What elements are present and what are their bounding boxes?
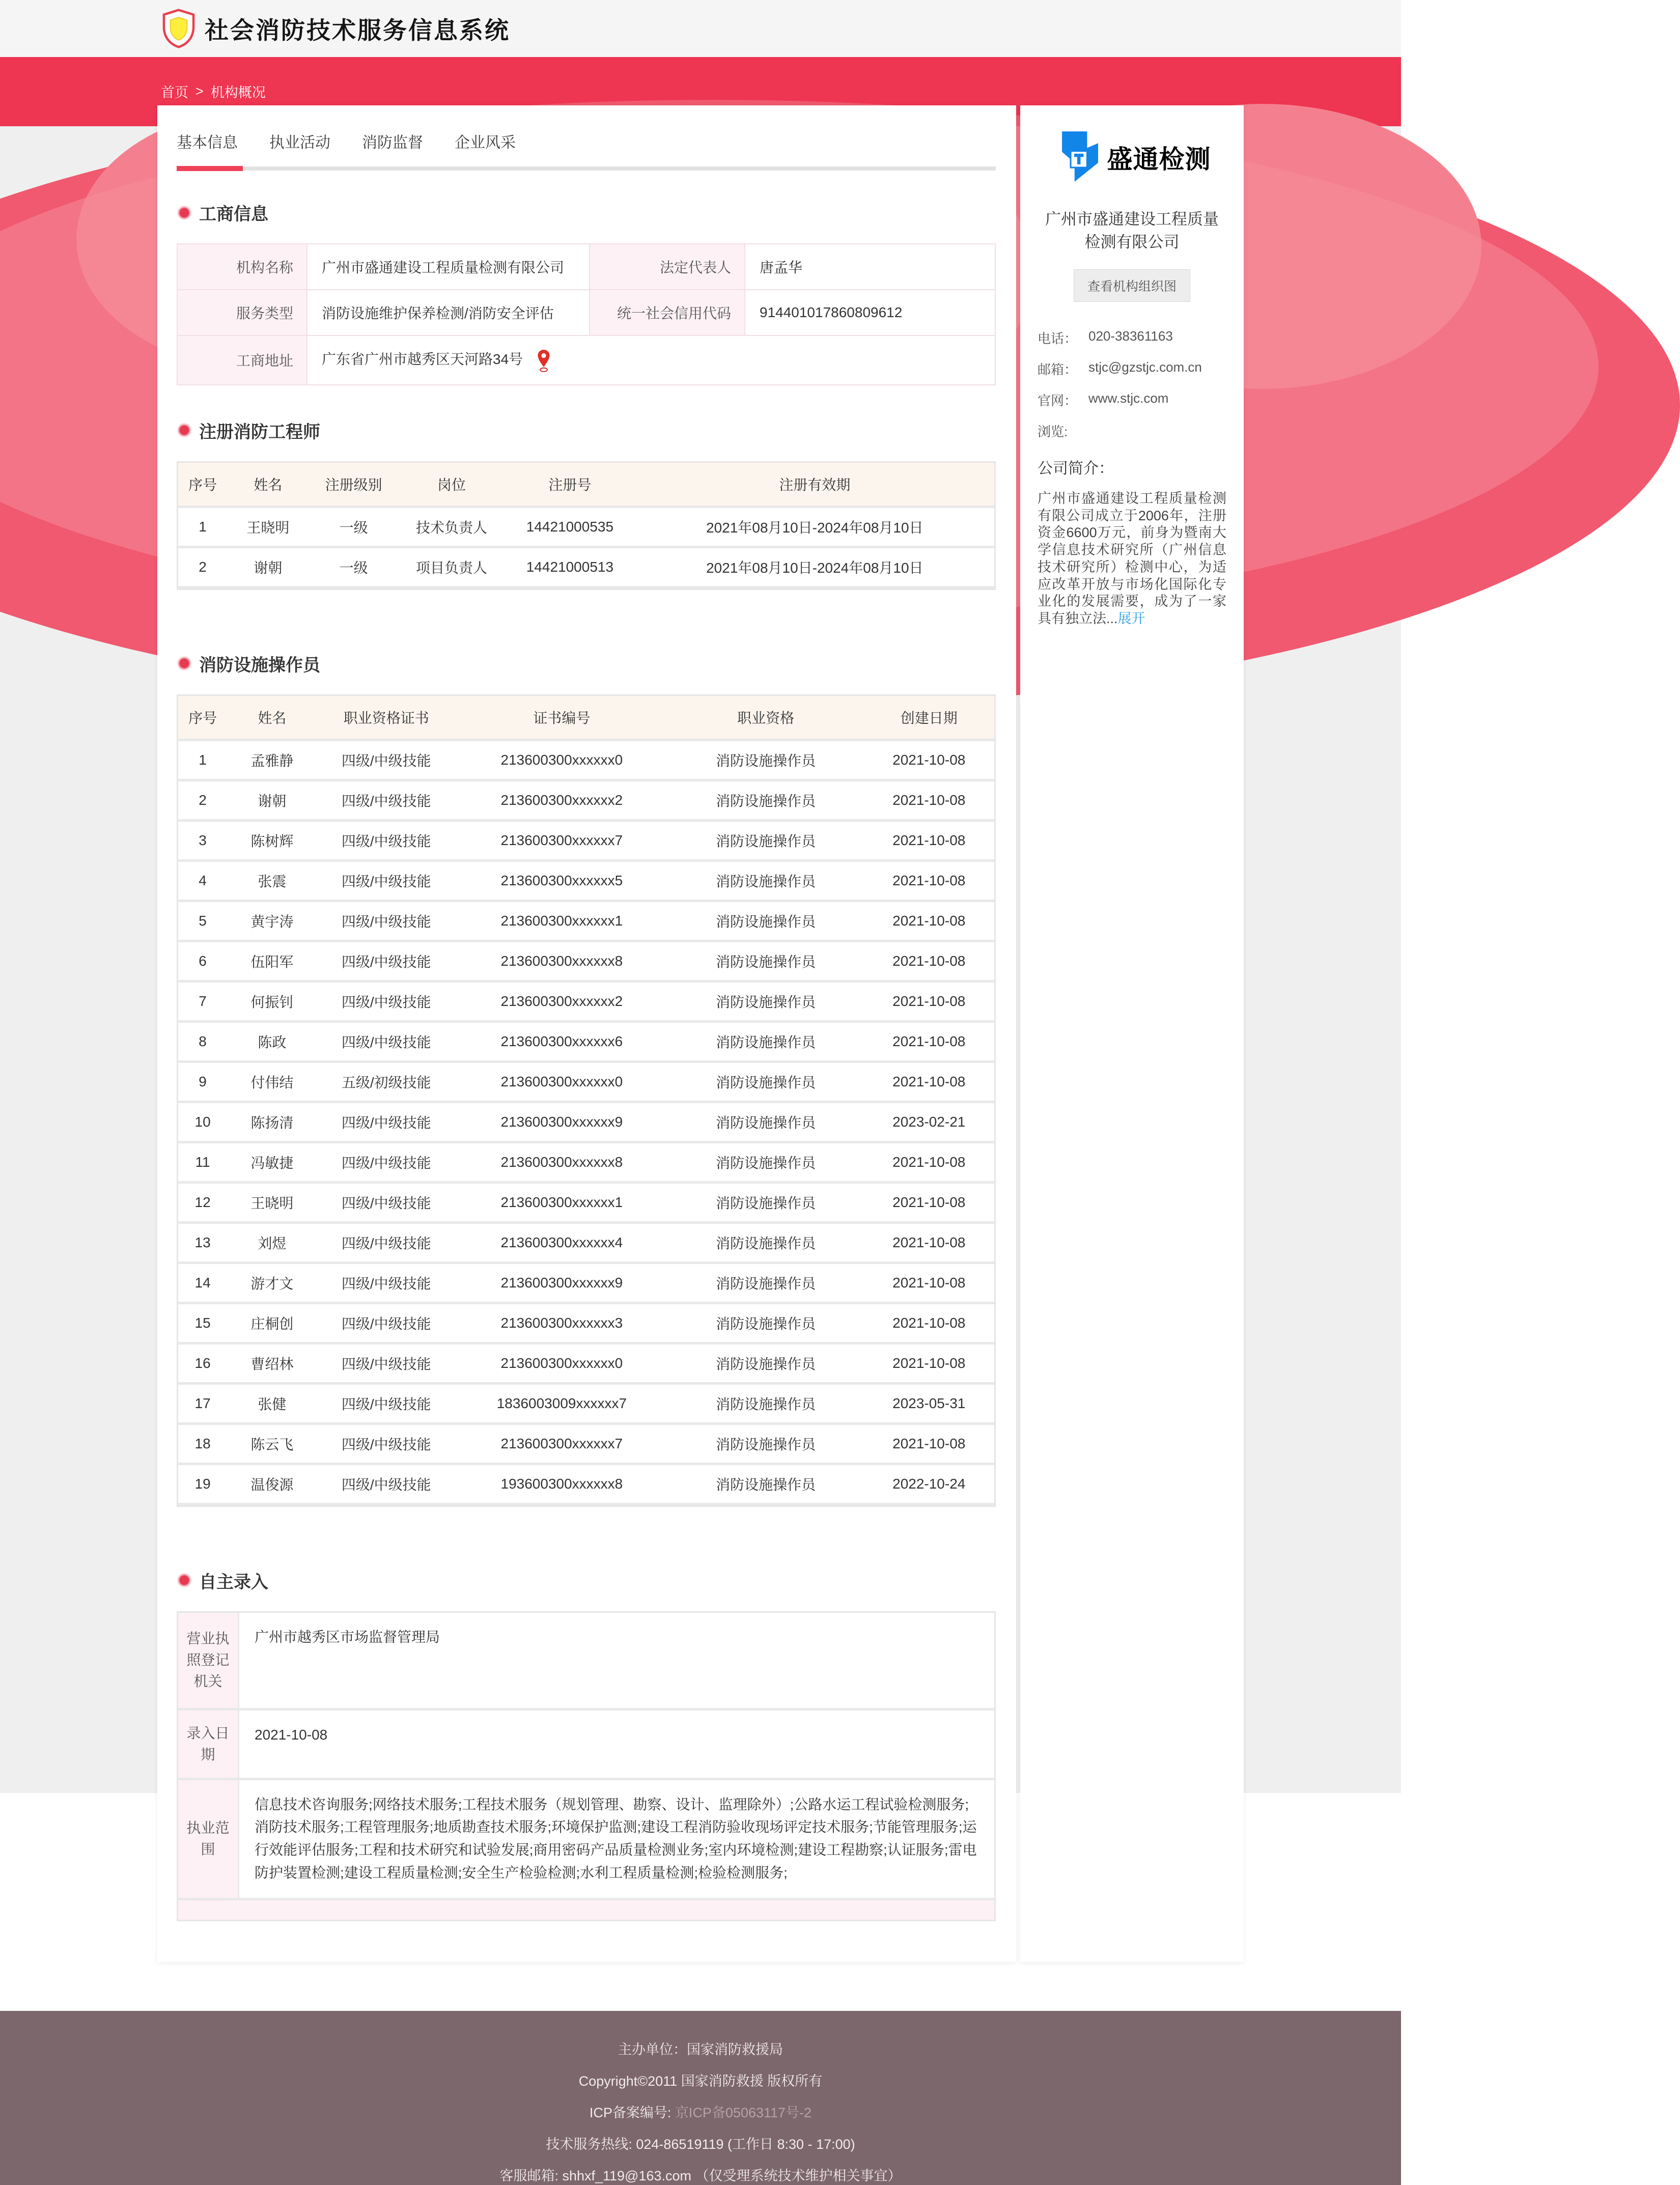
cell-level: 一级 [309,508,398,548]
cell-qualification: 消防设施操作员 [668,1304,864,1344]
cell-no: 17 [178,1385,227,1425]
company-logo-icon [1053,130,1105,185]
company-intro-title: 公司简介： [1038,460,1114,477]
cell-cert-no: 193600300xxxxxx8 [456,1465,668,1505]
cell-level: 一级 [309,548,398,589]
operator-row [178,1063,994,1103]
cell-cert-level: 四级/中级技能 [317,983,456,1023]
column-header: 创建日期 [863,696,994,741]
cell-create-date: 2021-10-08 [863,862,994,902]
cell-cert-level: 四级/中级技能 [317,902,456,942]
cell-no: 18 [178,1425,227,1465]
cell-name: 谢朝 [227,781,317,822]
cell-no: 4 [178,862,227,902]
cell-cert-level: 四级/中级技能 [317,1143,456,1184]
tab-company-gallery[interactable]: 企业风采 [455,134,516,151]
section-dot-icon [177,656,192,671]
operator-row [178,1465,994,1505]
footer-icp-line [0,2102,1401,2121]
contact-label: 电话： [1038,330,1078,346]
operator-row [178,1264,994,1304]
footer-hotline: 技术服务热线: 024-86519119 (工作日 8:30 - 17:00) [546,2136,855,2152]
cell-no: 3 [178,822,227,862]
table-header-row [178,463,994,508]
cell-qualification: 消防设施操作员 [668,1184,864,1224]
cell-cert-no: 213600300xxxxxx7 [456,1425,668,1465]
cell-cert-level: 四级/中级技能 [317,1264,456,1304]
tab-basic-info[interactable]: 基本信息 [177,134,238,151]
field-label: 执业范围 [178,1780,239,1900]
cell-name: 王晓明 [227,508,309,548]
field-value [307,335,995,385]
field-value: 信息技术咨询服务;网络技术服务;工程技术服务（规划管理、勘察、设计、监理除外）;公路水运工程试验检测服务;消防技术服务;工程管理服务;地质勘查技术服务;环境保护监测;建设工程消防验收现场评定技术服务;节能管理服务;运行效能评估服务;工程和技术研究和试验发展;商用密码产品质量检测业务;室内环境检测;建设工程勘察;认证服务;雷电防护装置检测;建设工程质量检测;安全生产检验检测;水利工程质量检测;检验检测服务; [239,1780,994,1900]
table-row [178,1613,994,1711]
cell-qualification: 消防设施操作员 [668,1143,864,1184]
field-label: 统一社会信用代码 [590,290,745,335]
site-footer [0,2011,1401,2185]
section-title-text: 工商信息 [199,205,268,224]
contact-label: 官网： [1038,393,1078,408]
cell-cert-no: 213600300xxxxxx6 [456,1023,668,1063]
cell-qualification: 消防设施操作员 [668,862,864,902]
cell-qualification: 消防设施操作员 [668,902,864,942]
section-dot-icon [177,423,192,438]
contact-label: 邮箱： [1038,361,1078,377]
field-label: 录入日期 [178,1711,239,1780]
cell-cert-level: 四级/中级技能 [317,1304,456,1344]
cell-no: 7 [178,983,227,1023]
breadcrumb-current: 机构概况 [210,85,266,100]
sidebar [1020,105,1244,1962]
cell-cert-no: 213600300xxxxxx0 [456,1344,668,1385]
cell-no: 10 [178,1103,227,1143]
cell-no: 11 [178,1143,227,1184]
operators-table [177,694,996,1507]
cell-cert-no: 1836003009xxxxxx7 [456,1385,668,1425]
operator-row [178,822,994,862]
field-value: 消防设施维护保养检测/消防安全评估 [307,290,590,335]
footer-service-email: 客服邮箱: shhxf_119@163.com （仅受理系统技术维护相关事宜） [499,2168,902,2183]
cell-qualification: 消防设施操作员 [668,1224,864,1264]
tab-underline [177,166,996,171]
column-header: 序号 [178,696,227,741]
cell-cert-no: 213600300xxxxxx1 [456,1184,668,1224]
cell-create-date: 2021-10-08 [863,1184,994,1224]
column-header: 证书编号 [456,696,668,741]
cell-create-date: 2021-10-08 [863,1023,994,1063]
operator-row [178,902,994,942]
operator-row [178,1184,994,1224]
operator-row [178,1385,994,1425]
cell-qualification: 消防设施操作员 [668,1465,864,1505]
cell-create-date: 2021-10-08 [863,942,994,983]
company-logo-text: 盛通检测 [1107,145,1211,174]
cell-no: 2 [178,781,227,822]
tab-bar [177,126,996,166]
cell-qualification: 消防设施操作员 [668,1023,864,1063]
contact-views [1038,422,1226,440]
tab-practice-activity[interactable]: 执业活动 [269,134,330,151]
cell-qualification: 消防设施操作员 [668,1425,864,1465]
cell-create-date: 2021-10-08 [863,1143,994,1184]
location-pin-icon[interactable] [535,349,552,372]
section-title-business [177,200,996,225]
cell-create-date: 2021-10-08 [863,902,994,942]
cell-cert-level: 四级/中级技能 [317,1184,456,1224]
cell-name: 刘煜 [227,1224,317,1264]
cell-qualification: 消防设施操作员 [668,822,864,862]
operator-row [178,741,994,781]
contact-list [1038,328,1226,440]
cell-cert-level: 四级/中级技能 [317,1224,456,1264]
section-title-self-entry [177,1568,996,1593]
column-header: 序号 [178,463,227,508]
operator-row [178,1103,994,1143]
operator-row [178,1143,994,1184]
cell-name: 黄宇涛 [227,902,317,942]
column-header: 注册级别 [309,463,398,508]
cell-cert-level: 五级/初级技能 [317,1063,456,1103]
cell-cert-level: 四级/中级技能 [317,822,456,862]
field-value: 唐孟华 [745,244,995,290]
content-area [157,105,1244,1962]
cell-create-date: 2021-10-08 [863,1425,994,1465]
cell-no: 1 [178,741,227,781]
cell-cert-no: 213600300xxxxxx4 [456,1224,668,1264]
cell-cert-level: 四级/中级技能 [317,942,456,983]
cell-qualification: 消防设施操作员 [668,1103,864,1143]
engineer-row [178,508,994,548]
field-value: 广州市越秀区市场监督管理局 [239,1613,994,1711]
cell-name: 温俊源 [227,1465,317,1505]
site-header [0,0,1401,57]
cell-qualification: 消防设施操作员 [668,741,864,781]
table-row [178,1711,994,1780]
cell-name: 王晓明 [227,1184,317,1224]
column-header: 职业资格 [668,696,864,741]
section-title-engineers [177,418,996,443]
section-title-text: 消防设施操作员 [199,655,320,675]
table-row [178,1900,994,1920]
operator-row [178,1304,994,1344]
operator-row [178,781,994,822]
cell-cert-level: 四级/中级技能 [317,781,456,822]
cell-no: 13 [178,1224,227,1264]
breadcrumb [161,81,266,101]
section-dot-icon [177,205,192,220]
table-row [177,244,995,290]
contact-website [1038,390,1226,409]
cell-cert-level: 四级/中级技能 [317,1344,456,1385]
operator-row [178,983,994,1023]
breadcrumb-separator: > [195,83,204,99]
column-header: 职业资格证书 [317,696,456,741]
intro-text-body: 广州市盛通建设工程质量检测有限公司成立于2006年，注册资金6600万元，前身为暨南大学信息技术研究所（广州信息技术研究所）检测中心，为适应改革开放与市场化国际化专业化的发展需要，成为了一家具有独立法... [1038,490,1226,627]
cell-name: 冯敏捷 [227,1143,317,1184]
operator-row [178,1224,994,1264]
cell-name: 何振钊 [227,983,317,1023]
table-row [178,1780,994,1900]
cell-no: 2 [178,548,227,589]
cell-name: 付伟结 [227,1063,317,1103]
cell-no: 16 [178,1344,227,1385]
cell-cert-level: 四级/中级技能 [317,862,456,902]
cell-cert-no: 213600300xxxxxx0 [456,741,668,781]
field-value: 914401017860809612 [745,290,995,335]
cell-name: 谢朝 [227,548,309,589]
contact-email [1038,359,1226,378]
cell-cert-level: 四级/中级技能 [317,1465,456,1505]
operator-row [178,862,994,902]
cell-cert-level: 四级/中级技能 [317,1103,456,1143]
cell-name: 陈政 [227,1023,317,1063]
breadcrumb-home-link[interactable]: 首页 [161,85,188,100]
column-header: 注册有效期 [635,463,994,508]
app-shield-icon [160,8,198,49]
cell-cert-level: 四级/中级技能 [317,1023,456,1063]
section-title-text: 自主录入 [199,1572,268,1592]
table-row [177,290,995,335]
company-intro-text [1038,490,1226,628]
tab-fire-supervision[interactable]: 消防监督 [362,134,423,151]
active-tab-indicator [177,166,243,171]
column-header: 姓名 [227,696,317,741]
field-label: 机构名称 [177,244,307,290]
contact-value: www.stjc.com [1088,390,1169,406]
engineer-row [178,548,994,589]
cell-no: 19 [178,1465,227,1505]
cell-cert-no: 213600300xxxxxx9 [456,1264,668,1304]
section-title-operators [177,651,996,676]
engineers-table [177,461,996,590]
cell-no: 12 [178,1184,227,1224]
contact-phone [1038,328,1226,347]
self-entry-table [177,1611,996,1921]
operator-row [178,1023,994,1063]
field-value: 2021-10-08 [239,1711,994,1780]
footer-sponsor: 主办单位：国家消防救援局 [618,2041,783,2057]
cell-cert-no: 213600300xxxxxx8 [456,942,668,983]
operator-row [178,1344,994,1385]
empty-row [178,1900,994,1920]
column-header: 注册号 [505,463,635,508]
cell-qualification: 消防设施操作员 [668,983,864,1023]
cell-qualification: 消防设施操作员 [668,781,864,822]
cell-create-date: 2021-10-08 [863,1264,994,1304]
operator-row [178,942,994,983]
cell-name: 游才文 [227,1264,317,1304]
field-label: 法定代表人 [590,244,745,290]
column-header: 姓名 [227,463,309,508]
footer-icp-link[interactable]: 京ICP备05063117号-2 [675,2105,812,2120]
cell-no: 5 [178,902,227,942]
cell-reg-no: 14421000535 [505,508,635,548]
cell-qualification: 消防设施操作员 [668,942,864,983]
cell-valid-period: 2021年08月10日-2024年08月10日 [635,548,994,589]
company-name: 广州市盛通建设工程质量检测有限公司 [1045,210,1219,251]
cell-no: 8 [178,1023,227,1063]
cell-qualification: 消防设施操作员 [668,1385,864,1425]
table-header-row [178,696,994,741]
cell-name: 张健 [227,1385,317,1425]
section-title-text: 注册消防工程师 [199,422,320,442]
field-label: 营业执照登记机关 [178,1613,239,1711]
cell-no: 1 [178,508,227,548]
view-org-chart-button[interactable]: 查看机构组织图 [1074,269,1190,302]
address-text: 广东省广州市越秀区天河路34号 [322,351,523,367]
cell-cert-no: 213600300xxxxxx2 [456,983,668,1023]
cell-create-date: 2022-10-24 [863,1465,994,1505]
operator-row [178,1425,994,1465]
cell-create-date: 2021-10-08 [863,1304,994,1344]
cell-cert-no: 213600300xxxxxx9 [456,1103,668,1143]
cell-no: 14 [178,1264,227,1304]
cell-cert-no: 213600300xxxxxx7 [456,822,668,862]
cell-reg-no: 14421000513 [505,548,635,589]
cell-post: 项目负责人 [399,548,505,589]
cell-create-date: 2021-10-08 [863,822,994,862]
cell-name: 孟雅静 [227,741,317,781]
field-value: 广州市盛通建设工程质量检测有限公司 [307,244,590,290]
cell-cert-level: 四级/中级技能 [317,741,456,781]
field-label: 工商地址 [177,335,307,385]
cell-qualification: 消防设施操作员 [668,1344,864,1385]
cell-cert-no: 213600300xxxxxx8 [456,1143,668,1184]
cell-name: 陈扬清 [227,1103,317,1143]
cell-create-date: 2021-10-08 [863,1344,994,1385]
company-logo [1038,130,1226,185]
cell-cert-level: 四级/中级技能 [317,1385,456,1425]
cell-valid-period: 2021年08月10日-2024年08月10日 [635,508,994,548]
cell-name: 曹绍林 [227,1344,317,1385]
cell-create-date: 2021-10-08 [863,983,994,1023]
cell-cert-level: 四级/中级技能 [317,1425,456,1465]
cell-cert-no: 213600300xxxxxx1 [456,902,668,942]
cell-no: 15 [178,1304,227,1344]
footer-copyright: Copyright©2011 国家消防救援 版权所有 [578,2073,823,2089]
cell-name: 陈树辉 [227,822,317,862]
field-label: 服务类型 [177,290,307,335]
cell-qualification: 消防设施操作员 [668,1264,864,1304]
section-dot-icon [177,1573,192,1588]
cell-name: 张震 [227,862,317,902]
cell-name: 陈云飞 [227,1425,317,1465]
contact-label: 浏览: [1038,424,1068,439]
cell-cert-no: 213600300xxxxxx3 [456,1304,668,1344]
cell-cert-no: 213600300xxxxxx2 [456,781,668,822]
business-info-table [177,243,996,385]
contact-value: stjc@gzstjc.com.cn [1088,359,1202,375]
cell-name: 伍阳军 [227,942,317,983]
cell-qualification: 消防设施操作员 [668,1063,864,1103]
cell-name: 庄桐创 [227,1304,317,1344]
footer-icp-label: ICP备案编号: [589,2105,671,2120]
contact-value: 020-38361163 [1088,328,1173,344]
cell-create-date: 2023-05-31 [863,1385,994,1425]
cell-create-date: 2021-10-08 [863,781,994,822]
cell-create-date: 2021-10-08 [863,741,994,781]
cell-post: 技术负责人 [399,508,505,548]
cell-create-date: 2021-10-08 [863,1063,994,1103]
expand-link[interactable]: 展开 [1117,611,1145,627]
cell-no: 6 [178,942,227,983]
cell-no: 9 [178,1063,227,1103]
table-row [177,335,995,385]
cell-create-date: 2021-10-08 [863,1224,994,1264]
cell-cert-no: 213600300xxxxxx5 [456,862,668,902]
main-card [157,105,1016,1962]
page-title: 社会消防技术服务信息系统 [205,16,510,44]
cell-cert-no: 213600300xxxxxx0 [456,1063,668,1103]
cell-create-date: 2023-02-21 [863,1103,994,1143]
column-header: 岗位 [399,463,505,508]
